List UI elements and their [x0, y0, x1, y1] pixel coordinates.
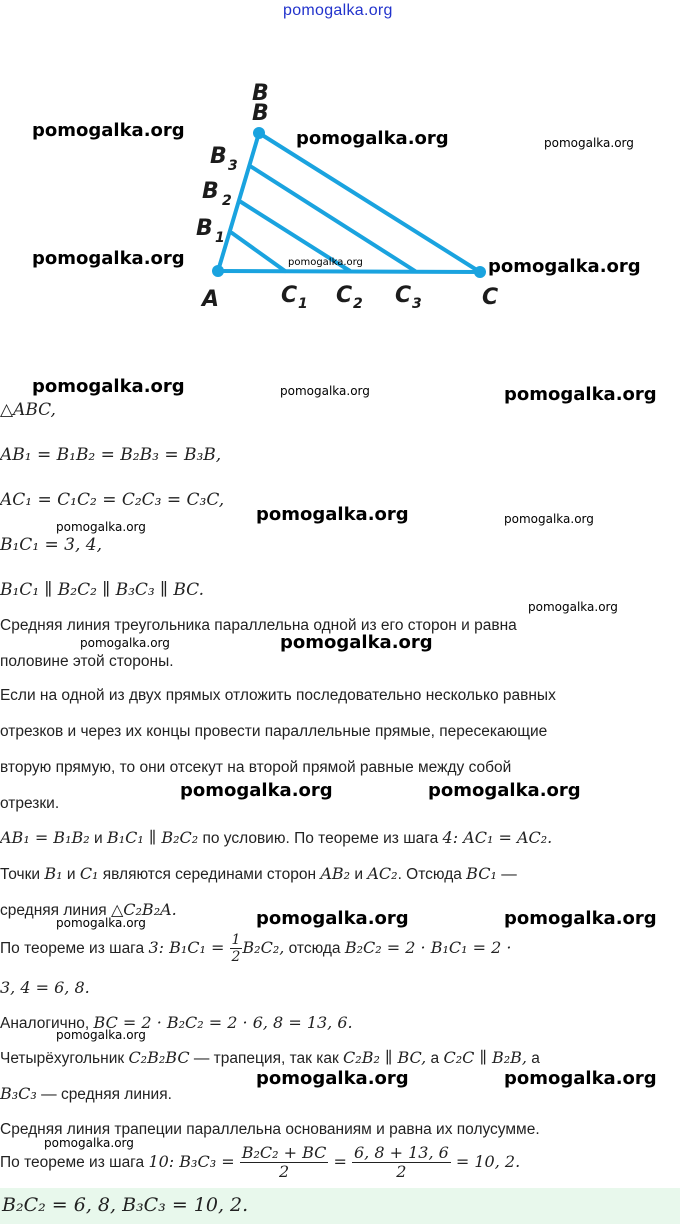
label-b-top: B: [252, 81, 269, 106]
watermark: pomogalka.org: [504, 908, 657, 929]
math: B₂C₂,: [242, 938, 285, 957]
math: C₂C ∥ B₂B,: [443, 1048, 527, 1067]
fraction-denominator: 2: [396, 1162, 407, 1182]
math: 3: B₁C₁ =: [148, 938, 230, 957]
math: △C₂B₂A.: [110, 900, 177, 919]
text: —: [496, 866, 517, 883]
text: отсюда: [284, 940, 345, 957]
watermark: pomogalka.org: [504, 384, 657, 405]
math: B₁: [44, 864, 63, 883]
point-c: [474, 266, 486, 278]
label-c1-sub: 1: [298, 296, 308, 312]
side-bc: [259, 133, 480, 272]
label-b3: B: [210, 144, 227, 169]
watermark: pomogalka.org: [256, 908, 409, 929]
math: AC₂: [367, 864, 398, 883]
thales-line4: отрезки.: [0, 795, 60, 812]
text: и: [89, 830, 107, 847]
watermark: pomogalka.org: [56, 1028, 146, 1042]
thales-line3: вторую прямую, то они отсекут на второй прямой равные между собой: [0, 759, 512, 776]
text: а: [526, 1050, 540, 1067]
fraction-numerator: 1: [231, 932, 241, 949]
watermark: pomogalka.org: [80, 636, 170, 650]
math: =: [328, 1152, 352, 1171]
label-b: B: [252, 101, 269, 126]
text: — средняя линия.: [36, 1086, 172, 1103]
math: AB₂: [320, 864, 351, 883]
text: По теореме из шага: [0, 940, 149, 957]
text: а: [426, 1050, 444, 1067]
text: и: [62, 866, 80, 883]
step-condition: [0, 828, 552, 849]
watermark: pomogalka.org: [256, 1068, 409, 1089]
fraction-denominator: 2: [231, 949, 241, 966]
watermark: pomogalka.org: [428, 780, 581, 801]
math: 10: B₃C₃ =: [148, 1152, 240, 1171]
math: 3, 4 = 6, 8.: [0, 978, 90, 997]
label-b2-sub: 2: [222, 193, 232, 209]
math: C₂B₂BC: [128, 1048, 190, 1067]
watermark: pomogalka.org: [32, 120, 185, 141]
watermark: pomogalka.org: [180, 780, 333, 801]
step-midline: [0, 900, 177, 921]
math: C₂B₂ ∥ BC,: [343, 1048, 427, 1067]
site-link[interactable]: pomogalka.org: [283, 2, 393, 19]
text: и: [350, 866, 368, 883]
math: BC₁: [466, 864, 497, 883]
label-b1-sub: 1: [215, 230, 225, 246]
text: Аналогично,: [0, 1015, 94, 1032]
thales-line2: отрезков и через их концы провести параллельные прямые, пересекающие: [0, 723, 548, 740]
watermark: pomogalka.org: [504, 1068, 657, 1089]
text: По теореме из шага: [0, 1154, 149, 1171]
watermark: pomogalka.org: [32, 248, 185, 269]
math: C₁: [79, 864, 99, 883]
math: AB₁ = B₁B₂: [0, 828, 90, 847]
watermark: pomogalka.org: [256, 504, 409, 525]
fraction-half: [230, 932, 243, 965]
step-b2c2-result: [0, 978, 90, 999]
segment-b1c1: [232, 233, 285, 271]
label-c2-sub: 2: [353, 296, 363, 312]
theorem-midline-line2: половине этой стороны.: [0, 653, 174, 670]
theorem-midline-line1: Средняя линия треугольника параллельна одной из его сторон и равна: [0, 617, 517, 634]
segment-b3c3: [250, 166, 415, 271]
label-c3-sub: 3: [412, 296, 422, 312]
math: B₃C₃: [0, 1084, 37, 1103]
watermark: pomogalka.org: [504, 512, 594, 526]
watermark: pomogalka.org: [544, 136, 634, 150]
watermark: pomogalka.org: [56, 916, 146, 930]
watermark: pomogalka.org: [288, 257, 363, 268]
math: 4: AC₁ = AC₂.: [442, 828, 553, 847]
watermark: pomogalka.org: [488, 256, 641, 277]
fraction-sum: [240, 1144, 329, 1181]
watermark: pomogalka.org: [56, 520, 146, 534]
watermark: pomogalka.org: [528, 600, 618, 614]
step-b2c2: [0, 928, 511, 969]
theorem-trapezoid: Средняя линия трапеции параллельна основаниям и равна их полусумме.: [0, 1121, 540, 1138]
watermark: pomogalka.org: [280, 384, 370, 398]
label-b3-sub: 3: [228, 158, 238, 174]
label-c: C: [482, 285, 499, 310]
math: B₁C₁ ∥ B₂C₂: [106, 828, 199, 847]
step-midpoints: [0, 864, 517, 885]
given-ab-segments: AB₁ = B₁B₂ = B₂B₃ = B₃B,: [0, 445, 222, 465]
step-trapezoid: [0, 1048, 540, 1069]
math: B₂C₂ = 2 · B₁C₁ = 2 ·: [344, 938, 512, 957]
step-bc: [0, 1013, 353, 1034]
label-b1: B: [196, 216, 213, 241]
watermark: pomogalka.org: [296, 128, 449, 149]
step-b3c3: [0, 1142, 520, 1183]
text: — трапеция, так как: [189, 1050, 344, 1067]
fraction-numerator: B₂C₂ + BC: [241, 1143, 327, 1163]
given-b1c1: B₁C₁ = 3, 4,: [0, 535, 103, 555]
math: = 10, 2.: [450, 1152, 521, 1171]
point-a: [212, 265, 224, 277]
answer-text: B₂C₂ = 6, 8, B₃C₃ = 10, 2.: [2, 1194, 249, 1216]
given-triangle: △ABC,: [0, 400, 56, 420]
watermark: pomogalka.org: [280, 632, 433, 653]
text: Точки: [0, 866, 45, 883]
label-b2: B: [202, 179, 219, 204]
given-parallel: B₁C₁ ∥ B₂C₂ ∥ B₃C₃ ∥ BC.: [0, 580, 204, 600]
point-b: [253, 127, 265, 139]
step-trapezoid-midline: [0, 1084, 172, 1105]
label-c2: C: [336, 283, 353, 308]
text: Четырёхугольник: [0, 1050, 129, 1067]
text: средняя линия: [0, 902, 111, 919]
given-ac-segments: AC₁ = C₁C₂ = C₂C₃ = C₃C,: [0, 490, 225, 510]
label-a: A: [202, 287, 220, 312]
text: по условию. По теореме из шага: [198, 830, 443, 847]
watermark: pomogalka.org: [44, 1136, 134, 1150]
text: являются серединами сторон: [98, 866, 321, 883]
thales-line1: Если на одной из двух прямых отложить последовательно несколько равных: [0, 687, 556, 704]
watermark: pomogalka.org: [32, 376, 185, 397]
fraction-numerator: 6, 8 + 13, 6: [353, 1143, 449, 1163]
math: BC = 2 · B₂C₂ = 2 · 6, 8 = 13, 6.: [93, 1013, 353, 1032]
fraction-denominator: 2: [278, 1162, 290, 1182]
label-c1: C: [281, 283, 298, 308]
label-c3: C: [395, 283, 412, 308]
answer-box: [0, 1188, 680, 1224]
fraction-values: [352, 1144, 451, 1181]
text: . Отсюда: [397, 866, 467, 883]
triangle-figure: [190, 78, 520, 318]
